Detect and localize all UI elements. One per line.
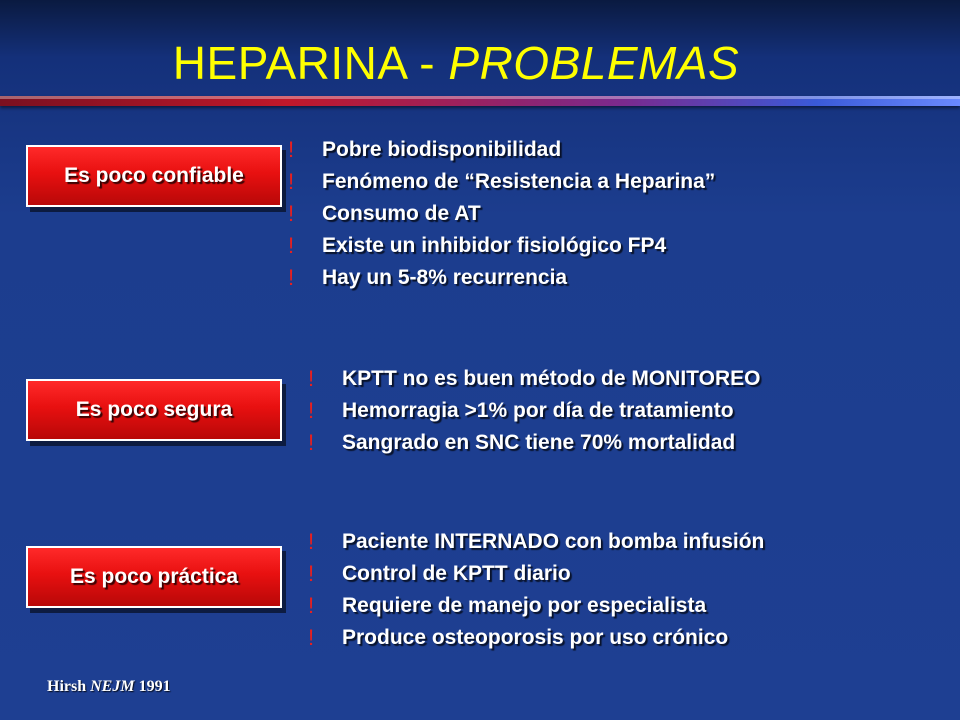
bullet-mark-icon: !: [308, 398, 315, 423]
list-item-text: KPTT no es buen método de MONITOREO: [342, 367, 761, 390]
list-item: [288, 262, 715, 294]
bullet-mark-icon: !: [308, 529, 315, 554]
list-item-text: Paciente INTERNADO con bomba infusión: [342, 530, 765, 553]
label-text: Es poco práctica: [69, 565, 239, 588]
list-item-text: Control de KPTT diario: [342, 562, 571, 585]
title-divider: [0, 96, 960, 106]
bullet-mark-icon: !: [308, 430, 315, 455]
list-item-text: Hemorragia >1% por día de tratamiento: [342, 399, 734, 422]
bullet-mark-icon: !: [288, 201, 295, 226]
list-item: [308, 395, 760, 427]
title-main: HEPARINA -: [172, 37, 449, 89]
list-item: [288, 198, 715, 230]
list-item-text: Requiere de manejo por especialista: [342, 594, 707, 617]
citation-journal: NEJM: [90, 678, 135, 695]
list-item-text: Produce osteoporosis por uso crónico: [342, 626, 729, 649]
label-poco-confiable: [26, 145, 282, 207]
list-item: [288, 166, 715, 198]
bullet-mark-icon: !: [288, 265, 295, 290]
title-emphasis: PROBLEMAS: [448, 37, 740, 89]
citation-year: 1991: [134, 678, 171, 695]
list-item-text: Existe un inhibidor fisiológico FP4: [322, 234, 667, 257]
list-item: [308, 363, 760, 395]
bullet-list-practica: [308, 526, 764, 654]
label-poco-practica: [26, 546, 282, 608]
label-poco-segura: [26, 379, 282, 441]
list-item: [308, 590, 764, 622]
citation-author: Hirsh: [47, 678, 91, 695]
label-text: Es poco confiable: [64, 164, 244, 187]
list-item: [288, 134, 715, 166]
list-item: [308, 622, 764, 654]
list-item: [308, 526, 764, 558]
bullet-mark-icon: !: [308, 593, 315, 618]
list-item-text: Consumo de AT: [322, 202, 481, 225]
citation: [47, 678, 171, 696]
list-item: [308, 558, 764, 590]
list-item-text: Pobre biodisponibilidad: [322, 138, 562, 161]
list-item-text: Sangrado en SNC tiene 70% mortalidad: [342, 431, 736, 454]
slide-title: [0, 36, 912, 90]
bullet-list-confiable: [288, 134, 715, 294]
list-item-text: Fenómeno de “Resistencia a Heparina”: [322, 170, 716, 193]
bullet-mark-icon: !: [288, 169, 295, 194]
bullet-mark-icon: !: [308, 561, 315, 586]
list-item: [308, 427, 760, 459]
bullet-mark-icon: !: [288, 233, 295, 258]
bullet-mark-icon: !: [308, 625, 315, 650]
bullet-mark-icon: !: [288, 137, 295, 162]
label-text: Es poco segura: [75, 398, 233, 421]
bullet-mark-icon: !: [308, 366, 315, 391]
list-item: [288, 230, 715, 262]
bullet-list-segura: [308, 363, 760, 459]
list-item-text: Hay un 5-8% recurrencia: [322, 266, 568, 289]
